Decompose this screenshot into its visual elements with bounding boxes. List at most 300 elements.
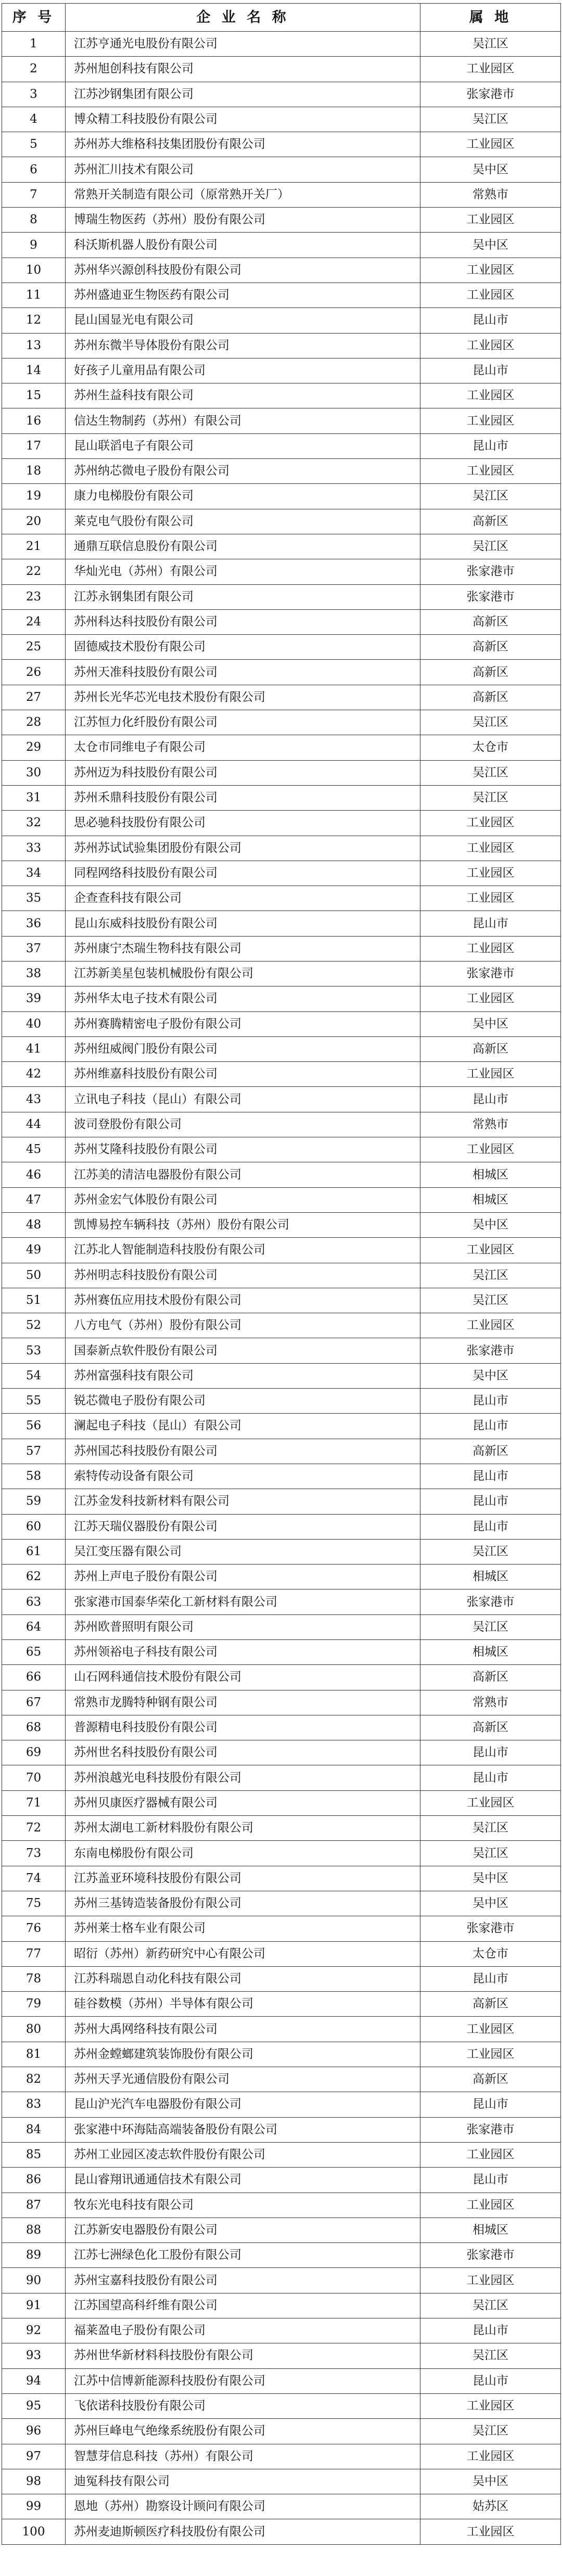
table-row xyxy=(2,1740,561,1765)
row-number: 69 xyxy=(2,1740,66,1765)
table-row xyxy=(2,986,561,1011)
table-row xyxy=(2,283,561,307)
company-name: 通鼎互联信息股份有限公司 xyxy=(66,534,420,559)
company-name: 苏州世名科技股份有限公司 xyxy=(66,1740,420,1765)
row-number: 82 xyxy=(2,2067,66,2092)
district: 高新区 xyxy=(420,609,561,634)
row-number: 14 xyxy=(2,358,66,383)
table-row xyxy=(2,760,561,785)
table-row xyxy=(2,433,561,458)
table-row xyxy=(2,157,561,182)
company-name: 苏州苏大维格科技集团股份有限公司 xyxy=(66,132,420,157)
district: 工业园区 xyxy=(420,132,561,157)
row-number: 40 xyxy=(2,1011,66,1036)
row-number: 88 xyxy=(2,2218,66,2242)
header-name: 企 业 名 称 xyxy=(66,4,420,32)
row-number: 68 xyxy=(2,1715,66,1740)
table-row xyxy=(2,2368,561,2393)
district: 吴江区 xyxy=(420,1263,561,1288)
company-name: 江苏科瑞恩自动化科技有限公司 xyxy=(66,1966,420,1991)
company-name: 江苏国望高科纤维有限公司 xyxy=(66,2293,420,2318)
company-name: 国泰新点软件股份有限公司 xyxy=(66,1338,420,1363)
header-row xyxy=(2,4,561,32)
row-number: 42 xyxy=(2,1062,66,1087)
district: 吴中区 xyxy=(420,1891,561,1916)
district: 吴中区 xyxy=(420,1011,561,1036)
table-row xyxy=(2,2042,561,2067)
table-row xyxy=(2,509,561,534)
district: 工业园区 xyxy=(420,57,561,82)
row-number: 70 xyxy=(2,1765,66,1790)
row-number: 18 xyxy=(2,459,66,484)
district: 工业园区 xyxy=(420,2142,561,2167)
company-name: 康力电梯股份有限公司 xyxy=(66,484,420,509)
row-number: 23 xyxy=(2,584,66,609)
table-row xyxy=(2,132,561,157)
company-name: 固德威技术股份有限公司 xyxy=(66,635,420,660)
district: 高新区 xyxy=(420,1715,561,1740)
company-name: 苏州赛伍应用技术股份有限公司 xyxy=(66,1288,420,1313)
row-number: 54 xyxy=(2,1363,66,1388)
district: 常熟市 xyxy=(420,1690,561,1715)
table-row xyxy=(2,2343,561,2368)
district: 吴中区 xyxy=(420,1866,561,1891)
row-number: 62 xyxy=(2,1565,66,1590)
district: 相城区 xyxy=(420,1162,561,1187)
company-name: 苏州国芯科技股份有限公司 xyxy=(66,1439,420,1464)
district: 工业园区 xyxy=(420,2193,561,2218)
row-number: 77 xyxy=(2,1941,66,1966)
row-number: 26 xyxy=(2,660,66,685)
table-row xyxy=(2,1816,561,1841)
company-name: 苏州苏试试验集团股份有限公司 xyxy=(66,836,420,861)
district: 吴江区 xyxy=(420,760,561,785)
row-number: 43 xyxy=(2,1087,66,1112)
district: 昆山市 xyxy=(420,1414,561,1439)
table-row xyxy=(2,1665,561,1690)
company-name: 八方电气（苏州）股份有限公司 xyxy=(66,1313,420,1338)
table-row xyxy=(2,2494,561,2519)
table-row xyxy=(2,1238,561,1263)
row-number: 44 xyxy=(2,1112,66,1137)
district: 高新区 xyxy=(420,660,561,685)
row-number: 95 xyxy=(2,2393,66,2418)
table-row xyxy=(2,886,561,911)
table-row xyxy=(2,258,561,283)
table-row xyxy=(2,2318,561,2343)
company-name: 索特传动设备有限公司 xyxy=(66,1464,420,1489)
table-row xyxy=(2,1614,561,1639)
company-name: 苏州麦迪斯顿医疗科技股份有限公司 xyxy=(66,2519,420,2544)
district: 张家港市 xyxy=(420,2243,561,2268)
row-number: 53 xyxy=(2,1338,66,1363)
district: 吴江区 xyxy=(420,1841,561,1866)
company-name: 苏州太湖电工新材料股份有限公司 xyxy=(66,1816,420,1841)
district: 高新区 xyxy=(420,2067,561,2092)
table-row xyxy=(2,609,561,634)
company-name: 江苏新美星包装机械股份有限公司 xyxy=(66,961,420,986)
table-row xyxy=(2,1263,561,1288)
table-row xyxy=(2,936,561,961)
company-name: 昆山东威科技股份有限公司 xyxy=(66,911,420,936)
company-name: 同程网络科技股份有限公司 xyxy=(66,861,420,886)
company-name: 江苏中信博新能源科技股份有限公司 xyxy=(66,2368,420,2393)
district: 昆山市 xyxy=(420,1087,561,1112)
company-name: 苏州三基铸造装备股份有限公司 xyxy=(66,1891,420,1916)
company-name: 常熟开关制造有限公司（原常熟开关厂） xyxy=(66,182,420,207)
table-row xyxy=(2,1514,561,1539)
table-row xyxy=(2,2193,561,2218)
company-name: 苏州天准科技股份有限公司 xyxy=(66,660,420,685)
district: 高新区 xyxy=(420,509,561,534)
row-number: 12 xyxy=(2,308,66,333)
table-row xyxy=(2,182,561,207)
company-name: 江苏沙钢集团有限公司 xyxy=(66,82,420,107)
company-name: 江苏恒力化纤股份有限公司 xyxy=(66,710,420,735)
company-name: 江苏永钢集团有限公司 xyxy=(66,584,420,609)
table-row xyxy=(2,635,561,660)
district: 张家港市 xyxy=(420,82,561,107)
table-row xyxy=(2,861,561,886)
company-name: 昆山沪光汽车电器股份有限公司 xyxy=(66,2092,420,2117)
district: 工业园区 xyxy=(420,2444,561,2469)
district: 吴江区 xyxy=(420,2419,561,2444)
table-row xyxy=(2,1313,561,1338)
table-row xyxy=(2,57,561,82)
table-row xyxy=(2,1389,561,1414)
table-row xyxy=(2,1966,561,1991)
table-row xyxy=(2,1288,561,1313)
row-number: 32 xyxy=(2,811,66,836)
company-name: 苏州世华新材料科技股份有限公司 xyxy=(66,2343,420,2368)
table-row xyxy=(2,2419,561,2444)
district: 昆山市 xyxy=(420,2092,561,2117)
table-row xyxy=(2,836,561,861)
company-name: 思必驰科技股份有限公司 xyxy=(66,811,420,836)
header-area: 属 地 xyxy=(420,4,561,32)
table-row xyxy=(2,408,561,433)
company-name: 苏州金宏气体股份有限公司 xyxy=(66,1187,420,1212)
row-number: 72 xyxy=(2,1816,66,1841)
row-number: 93 xyxy=(2,2343,66,2368)
row-number: 71 xyxy=(2,1790,66,1815)
row-number: 9 xyxy=(2,233,66,258)
row-number: 79 xyxy=(2,1992,66,2017)
district: 工业园区 xyxy=(420,1790,561,1815)
district: 昆山市 xyxy=(420,2318,561,2343)
table-row xyxy=(2,1590,561,1614)
district: 相城区 xyxy=(420,1565,561,1590)
company-name: 苏州纳芯微电子股份有限公司 xyxy=(66,459,420,484)
table-row xyxy=(2,534,561,559)
district: 昆山市 xyxy=(420,911,561,936)
district: 吴中区 xyxy=(420,2469,561,2494)
row-number: 89 xyxy=(2,2243,66,2268)
row-number: 51 xyxy=(2,1288,66,1313)
table-row xyxy=(2,233,561,258)
company-name: 苏州天孚光通信股份有限公司 xyxy=(66,2067,420,2092)
company-name: 莱克电气股份有限公司 xyxy=(66,509,420,534)
table-row xyxy=(2,1036,561,1061)
district: 吴江区 xyxy=(420,710,561,735)
district: 吴江区 xyxy=(420,107,561,132)
company-name: 博众精工科技股份有限公司 xyxy=(66,107,420,132)
district: 姑苏区 xyxy=(420,2494,561,2519)
company-name: 苏州康宁杰瑞生物科技有限公司 xyxy=(66,936,420,961)
row-number: 48 xyxy=(2,1212,66,1237)
row-number: 7 xyxy=(2,182,66,207)
row-number: 52 xyxy=(2,1313,66,1338)
row-number: 96 xyxy=(2,2419,66,2444)
table-row xyxy=(2,2444,561,2469)
row-number: 22 xyxy=(2,559,66,584)
district: 工业园区 xyxy=(420,258,561,283)
row-number: 19 xyxy=(2,484,66,509)
row-number: 87 xyxy=(2,2193,66,2218)
table-row xyxy=(2,2142,561,2167)
table-row xyxy=(2,1087,561,1112)
district: 高新区 xyxy=(420,1992,561,2017)
row-number: 10 xyxy=(2,258,66,283)
company-name: 苏州汇川技术有限公司 xyxy=(66,157,420,182)
company-name: 苏州华兴源创科技股份有限公司 xyxy=(66,258,420,283)
district: 张家港市 xyxy=(420,1916,561,1941)
district: 工业园区 xyxy=(420,861,561,886)
row-number: 86 xyxy=(2,2168,66,2193)
district: 吴江区 xyxy=(420,534,561,559)
company-name: 东南电梯股份有限公司 xyxy=(66,1841,420,1866)
district: 昆山市 xyxy=(420,308,561,333)
row-number: 29 xyxy=(2,735,66,760)
row-number: 5 xyxy=(2,132,66,157)
row-number: 3 xyxy=(2,82,66,107)
row-number: 92 xyxy=(2,2318,66,2343)
table-row xyxy=(2,1765,561,1790)
table-row xyxy=(2,1062,561,1087)
company-name: 锐芯微电子股份有限公司 xyxy=(66,1389,420,1414)
district: 工业园区 xyxy=(420,2042,561,2067)
district: 工业园区 xyxy=(420,383,561,408)
table-row xyxy=(2,32,561,57)
table-row xyxy=(2,107,561,132)
table-row xyxy=(2,2017,561,2042)
row-number: 56 xyxy=(2,1414,66,1439)
company-name: 苏州迈为科技股份有限公司 xyxy=(66,760,420,785)
row-number: 67 xyxy=(2,1690,66,1715)
row-number: 50 xyxy=(2,1263,66,1288)
company-name: 飞依诺科技股份有限公司 xyxy=(66,2393,420,2418)
table-row xyxy=(2,2243,561,2268)
table-row xyxy=(2,2168,561,2193)
district: 吴江区 xyxy=(420,1614,561,1639)
table-row xyxy=(2,1162,561,1187)
table-row xyxy=(2,1916,561,1941)
company-name: 张家港中环海陆高端装备股份有限公司 xyxy=(66,2117,420,2142)
row-number: 73 xyxy=(2,1841,66,1866)
table-row xyxy=(2,660,561,685)
row-number: 31 xyxy=(2,785,66,810)
row-number: 98 xyxy=(2,2469,66,2494)
row-number: 84 xyxy=(2,2117,66,2142)
row-number: 75 xyxy=(2,1891,66,1916)
row-number: 15 xyxy=(2,383,66,408)
district: 工业园区 xyxy=(420,2017,561,2042)
row-number: 99 xyxy=(2,2494,66,2519)
district: 工业园区 xyxy=(420,886,561,911)
district: 吴中区 xyxy=(420,157,561,182)
row-number: 74 xyxy=(2,1866,66,1891)
company-name: 山石网科通信技术股份有限公司 xyxy=(66,1665,420,1690)
table-row xyxy=(2,1640,561,1665)
company-name: 凯博易控车辆科技（苏州）股份有限公司 xyxy=(66,1212,420,1237)
district: 工业园区 xyxy=(420,836,561,861)
row-number: 2 xyxy=(2,57,66,82)
company-name: 苏州华太电子技术有限公司 xyxy=(66,986,420,1011)
district: 工业园区 xyxy=(420,208,561,233)
company-name: 普源精电科技股份有限公司 xyxy=(66,1715,420,1740)
district: 工业园区 xyxy=(420,1062,561,1087)
row-number: 46 xyxy=(2,1162,66,1187)
row-number: 55 xyxy=(2,1389,66,1414)
company-name: 苏州长光华芯光电技术股份有限公司 xyxy=(66,685,420,710)
row-number: 78 xyxy=(2,1966,66,1991)
row-number: 27 xyxy=(2,685,66,710)
row-number: 100 xyxy=(2,2519,66,2544)
company-name: 科沃斯机器人股份有限公司 xyxy=(66,233,420,258)
district: 昆山市 xyxy=(420,2368,561,2393)
company-name: 苏州生益科技有限公司 xyxy=(66,383,420,408)
company-name: 江苏七洲绿色化工股份有限公司 xyxy=(66,2243,420,2268)
district: 吴中区 xyxy=(420,233,561,258)
row-number: 36 xyxy=(2,911,66,936)
table-row xyxy=(2,1112,561,1137)
company-name: 苏州盛迪亚生物医药有限公司 xyxy=(66,283,420,307)
company-name: 江苏美的清洁电器股份有限公司 xyxy=(66,1162,420,1187)
company-name: 苏州旭创科技有限公司 xyxy=(66,57,420,82)
table-row xyxy=(2,1363,561,1388)
company-name: 张家港市国泰华荣化工新材料有限公司 xyxy=(66,1590,420,1614)
company-name: 博瑞生物医药（苏州）股份有限公司 xyxy=(66,208,420,233)
table-row xyxy=(2,584,561,609)
company-name: 江苏新安电器股份有限公司 xyxy=(66,2218,420,2242)
district: 吴中区 xyxy=(420,1363,561,1388)
row-number: 25 xyxy=(2,635,66,660)
row-number: 38 xyxy=(2,961,66,986)
row-number: 65 xyxy=(2,1640,66,1665)
district: 工业园区 xyxy=(420,1137,561,1162)
district: 太仓市 xyxy=(420,1941,561,1966)
row-number: 11 xyxy=(2,283,66,307)
row-number: 16 xyxy=(2,408,66,433)
company-name: 江苏天瑞仪器股份有限公司 xyxy=(66,1514,420,1539)
company-name: 苏州领裕电子科技有限公司 xyxy=(66,1640,420,1665)
district: 张家港市 xyxy=(420,584,561,609)
table-header xyxy=(2,4,561,32)
table-row xyxy=(2,333,561,358)
company-name: 硅谷数模（苏州）半导体有限公司 xyxy=(66,1992,420,2017)
company-name: 苏州大禹网络科技有限公司 xyxy=(66,2017,420,2042)
company-name: 苏州贝康医疗器械有限公司 xyxy=(66,1790,420,1815)
table-row xyxy=(2,710,561,735)
district: 吴江区 xyxy=(420,2343,561,2368)
district: 吴江区 xyxy=(420,785,561,810)
district: 相城区 xyxy=(420,2218,561,2242)
table-row xyxy=(2,1565,561,1590)
district: 昆山市 xyxy=(420,1489,561,1514)
table-row xyxy=(2,208,561,233)
company-name: 常熟市龙腾特种钢有限公司 xyxy=(66,1690,420,1715)
company-name: 苏州宝嘉科技股份有限公司 xyxy=(66,2268,420,2293)
district: 张家港市 xyxy=(420,1590,561,1614)
row-number: 17 xyxy=(2,433,66,458)
district: 高新区 xyxy=(420,1439,561,1464)
row-number: 97 xyxy=(2,2444,66,2469)
district: 高新区 xyxy=(420,1665,561,1690)
table-row xyxy=(2,1992,561,2017)
row-number: 4 xyxy=(2,107,66,132)
row-number: 24 xyxy=(2,609,66,634)
district: 吴江区 xyxy=(420,1816,561,1841)
table-row xyxy=(2,559,561,584)
company-name: 企查查科技有限公司 xyxy=(66,886,420,911)
table-body xyxy=(2,32,561,2545)
company-name: 恩地（苏州）勘察设计顾问有限公司 xyxy=(66,2494,420,2519)
district: 张家港市 xyxy=(420,1338,561,1363)
district: 工业园区 xyxy=(420,1238,561,1263)
district: 工业园区 xyxy=(420,2393,561,2418)
company-name: 江苏亨通光电股份有限公司 xyxy=(66,32,420,57)
header-no: 序 号 xyxy=(2,4,66,32)
district: 吴江区 xyxy=(420,1539,561,1564)
district: 吴江区 xyxy=(420,1288,561,1313)
row-number: 35 xyxy=(2,886,66,911)
company-name: 昭衍（苏州）新药研究中心有限公司 xyxy=(66,1941,420,1966)
row-number: 94 xyxy=(2,2368,66,2393)
table-row xyxy=(2,2293,561,2318)
table-row xyxy=(2,1011,561,1036)
company-name: 苏州艾隆科技股份有限公司 xyxy=(66,1137,420,1162)
district: 高新区 xyxy=(420,635,561,660)
row-number: 8 xyxy=(2,208,66,233)
table-row xyxy=(2,1187,561,1212)
table-row xyxy=(2,1464,561,1489)
row-number: 66 xyxy=(2,1665,66,1690)
company-name: 昆山联滔电子有限公司 xyxy=(66,433,420,458)
row-number: 91 xyxy=(2,2293,66,2318)
company-name: 苏州东微半导体股份有限公司 xyxy=(66,333,420,358)
table-row xyxy=(2,961,561,986)
table-row xyxy=(2,1941,561,1966)
company-name: 吴江变压器有限公司 xyxy=(66,1539,420,1564)
company-name: 澜起电子科技（昆山）有限公司 xyxy=(66,1414,420,1439)
district: 昆山市 xyxy=(420,1765,561,1790)
company-name: 太仓市同维电子有限公司 xyxy=(66,735,420,760)
district: 张家港市 xyxy=(420,2117,561,2142)
company-name: 苏州赛腾精密电子股份有限公司 xyxy=(66,1011,420,1036)
row-number: 61 xyxy=(2,1539,66,1564)
district: 相城区 xyxy=(420,1640,561,1665)
table-row xyxy=(2,1790,561,1815)
company-name: 智慧芽信息科技（苏州）有限公司 xyxy=(66,2444,420,2469)
row-number: 28 xyxy=(2,710,66,735)
company-name: 苏州工业园区凌志软件股份有限公司 xyxy=(66,2142,420,2167)
table-row xyxy=(2,1841,561,1866)
district: 昆山市 xyxy=(420,1514,561,1539)
row-number: 63 xyxy=(2,1590,66,1614)
table-row xyxy=(2,2393,561,2418)
district: 工业园区 xyxy=(420,283,561,307)
district: 相城区 xyxy=(420,1187,561,1212)
